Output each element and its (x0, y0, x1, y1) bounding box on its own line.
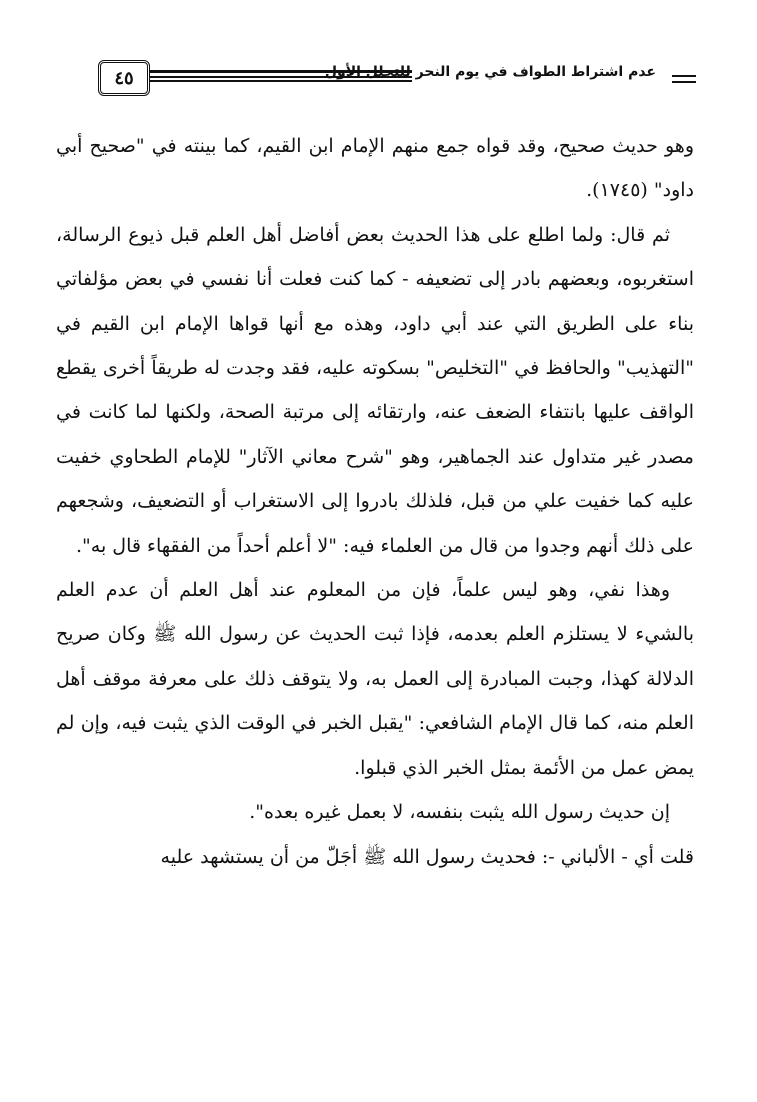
header-rule-right-lower (672, 81, 696, 83)
page-header (66, 58, 696, 98)
body-text (56, 124, 694, 879)
paragraph: قلت أي - الألباني -: فحديث رسول الله ﷺ أجَلّ من أن يستشهد عليه (160, 845, 694, 868)
page-number: ٤٥ (114, 67, 134, 89)
paragraph: إن حديث رسول الله يثبت بنفسه، لا بعمل غيره بعده". (249, 801, 670, 824)
paragraph: وهذا نفي، وهو ليس علماً، فإن من المعلوم عند أهل العلم أن عدم العلم بالشيء لا يستلزم العلم بعدمه، فإذا ثبت الحديث عن رسول الله ﷺ وكان صريح الدلالة كهذا، وجبت المبادرة إلى العمل به، ولا يتوقف ذلك على معرفة موقف أهل العلم منه، كما قال الإمام الشافعي: "يقبل الخبر في الوقت الذي يثبت فيه، وإن لم يمض عمل من الأئمة بمثل الخبر الذي قبلوا. (56, 579, 694, 779)
header-rule-right (672, 75, 696, 77)
header-rule-left-lower (116, 80, 412, 82)
paragraph: ثم قال: ولما اطلع على هذا الحديث بعض أفاضل أهل العلم قبل ذيوع الرسالة، استغربوه، وبعضهم بادر إلى تضعيفه - كما كنت فعلت أنا نفسي في بعض مؤلفاتي بناء على الطريق التي عند أبي داود، وهذه مع أنها قواها الإمام ابن القيم في "التهذيب" والحافظ في "التخليص" بسكوته عليه، فقد وجدت له طريقاً أخرى يقطع الواقف عليها بانتفاء الضعف عنه، وارتقائه إلى مرتبة الصحة، ولكنها لما كانت في مصدر غير متداول عند الجماهير، وهو "شرح معاني الآثار" للإمام الطحاوي خفيت عليه كما خفيت علي من قبل، فلذلك بادروا إلى الاستغراب أو التضعيف، وشجعهم على ذلك أنهم وجدوا من قال من العلماء فيه: "لا أعلم أحداً من الفقهاء قال به". (56, 223, 694, 557)
paragraph: وهو حديث صحيح، وقد قواه جمع منهم الإمام ابن القيم، كما بينته في "صحيح أبي داود" (١٧٤٥). (56, 135, 694, 202)
running-title: عدم اشتراط الطواف في يوم النحر للتحلل الأول (324, 64, 656, 80)
page-number-frame (98, 60, 150, 96)
